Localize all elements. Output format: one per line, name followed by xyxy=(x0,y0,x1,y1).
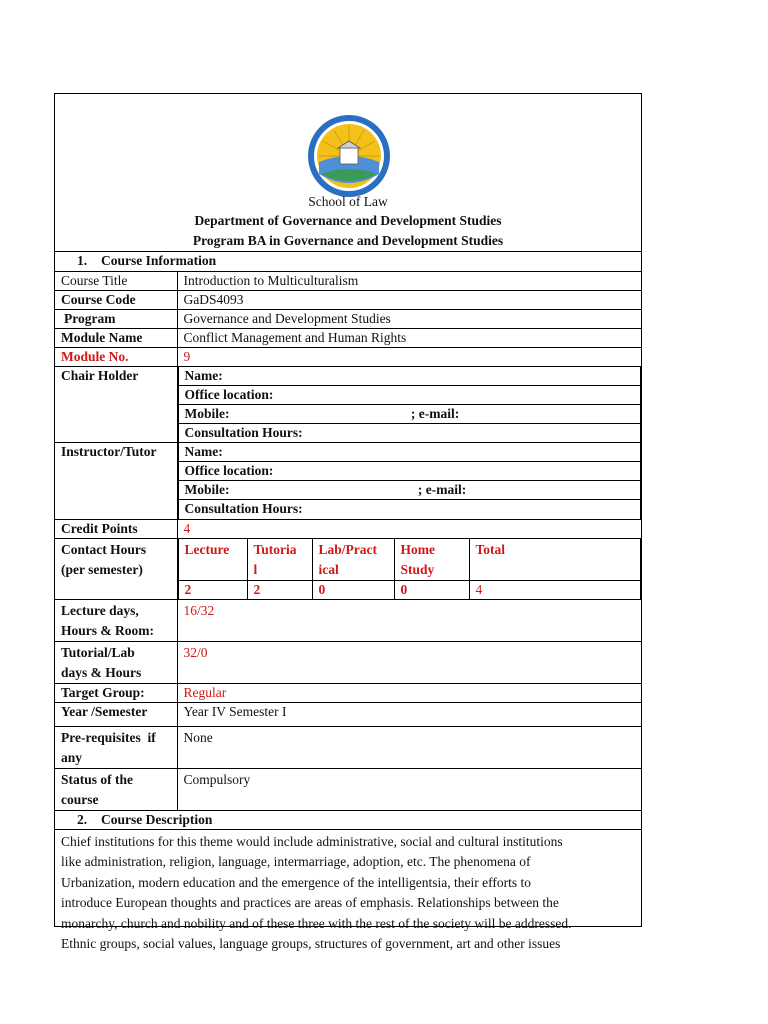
description-line: Urbanization, modern education and the emergence of the intelligentsia, their efforts to xyxy=(61,874,531,890)
row-course-code xyxy=(55,290,641,309)
value: Introduction to Multiculturalism xyxy=(177,271,641,290)
label: Lecture days, Hours & Room: xyxy=(55,599,177,641)
label: Year /Semester xyxy=(55,702,177,726)
label xyxy=(55,538,177,599)
section-1-heading xyxy=(55,252,641,271)
label: Status of the course xyxy=(55,768,177,810)
contact-hours-header-row xyxy=(178,539,641,581)
description-line: Chief institutions for this theme would include administrative, social and cultural institutions xyxy=(61,833,563,849)
row-status xyxy=(55,768,641,810)
description-line: monarchy, church and nobility and of these three with the rest of the society will be addressed. xyxy=(61,915,572,931)
chair-email-label: ; e-mail: xyxy=(410,405,460,421)
contact-hours-value-row xyxy=(178,580,641,599)
label: Module Name xyxy=(55,328,177,347)
course-document xyxy=(54,93,642,951)
label: Pre-requisites if any xyxy=(55,726,177,768)
label: Course Code xyxy=(55,290,177,309)
row-prerequisites xyxy=(55,726,641,768)
value: Year IV Semester I xyxy=(177,702,641,726)
contact-header-home-study: Home Study xyxy=(394,539,469,581)
chair-mobile-label: Mobile: xyxy=(184,405,230,421)
contact-value-total: 4 xyxy=(469,580,641,599)
contact-value-lab: 0 xyxy=(312,580,394,599)
instructor-email-label: ; e-mail: xyxy=(417,482,467,497)
row-instructor xyxy=(55,443,641,520)
value: GaDS4093 xyxy=(177,290,641,309)
contact-header-total: Total xyxy=(469,539,641,581)
section-title: Course Information xyxy=(101,253,217,268)
instructor-mobile-label: Mobile: xyxy=(184,482,230,497)
value: Regular xyxy=(177,683,641,702)
description-line: Ethnic groups, social values, language groups, structures of government, art and other issues xyxy=(61,936,561,951)
value: 32/0 xyxy=(177,641,641,683)
section-number: 2. xyxy=(77,811,88,827)
row-target-group xyxy=(55,683,641,702)
program-title: Program BA in Governance and Development Studies xyxy=(192,233,504,248)
chair-office-label: Office location: xyxy=(178,385,641,404)
label: Module No. xyxy=(55,347,177,366)
course-description xyxy=(55,830,641,955)
row-chair-holder xyxy=(55,366,641,443)
instructor-office-label: Office location: xyxy=(178,462,641,481)
label-line-1: Contact Hours xyxy=(61,541,147,557)
course-info-table xyxy=(55,252,641,830)
value: 9 xyxy=(177,347,641,366)
value: Conflict Management and Human Rights xyxy=(177,328,641,347)
row-lecture-days xyxy=(55,599,641,641)
label: Target Group: xyxy=(55,683,177,702)
description-line: like administration, religion, language, intermarriage, adoption, etc. The phenomena of xyxy=(61,854,531,869)
row-program xyxy=(55,309,641,328)
label: Instructor/Tutor xyxy=(55,443,177,520)
row-module-no xyxy=(55,347,641,366)
value: Governance and Development Studies xyxy=(177,309,641,328)
label: Tutorial/Lab days & Hours xyxy=(55,641,177,683)
section-title: Course Description xyxy=(101,811,213,827)
label-line-2: (per semester) xyxy=(61,561,143,577)
instructor-consultation-label: Consultation Hours: xyxy=(178,500,641,519)
label: Chair Holder xyxy=(55,366,177,443)
row-contact-hours xyxy=(55,538,641,599)
row-tutorial-lab xyxy=(55,641,641,683)
section-2-heading xyxy=(55,810,641,829)
row-year-semester xyxy=(55,702,641,726)
document-header xyxy=(55,94,641,252)
value: None xyxy=(177,726,641,768)
section-number: 1. xyxy=(77,253,88,268)
department-name: Department of Governance and Development Studies xyxy=(194,213,502,228)
school-name: School of Law xyxy=(308,194,388,209)
contact-header-lab: Lab/Pract ical xyxy=(312,539,394,581)
contact-value-home-study: 0 xyxy=(394,580,469,599)
row-credit-points xyxy=(55,519,641,538)
value: 16/32 xyxy=(177,599,641,641)
contact-value-tutorial: 2 xyxy=(247,580,312,599)
chair-consultation-label: Consultation Hours: xyxy=(178,423,641,442)
row-course-title xyxy=(55,271,641,290)
contact-header-tutorial: Tutoria l xyxy=(247,539,312,581)
instructor-name-label: Name: xyxy=(178,443,641,462)
contact-header-lecture: Lecture xyxy=(178,539,247,581)
label: Program xyxy=(55,309,177,328)
university-logo xyxy=(307,114,391,198)
description-line: introduce European thoughts and practices are areas of emphasis. Relationships between the xyxy=(61,895,559,910)
value: Compulsory xyxy=(177,768,641,810)
value: 4 xyxy=(177,519,641,538)
chair-name-label: Name: xyxy=(178,367,641,386)
row-module-name xyxy=(55,328,641,347)
contact-value-lecture: 2 xyxy=(178,580,247,599)
label: Credit Points xyxy=(55,519,177,538)
label: Course Title xyxy=(55,271,177,290)
